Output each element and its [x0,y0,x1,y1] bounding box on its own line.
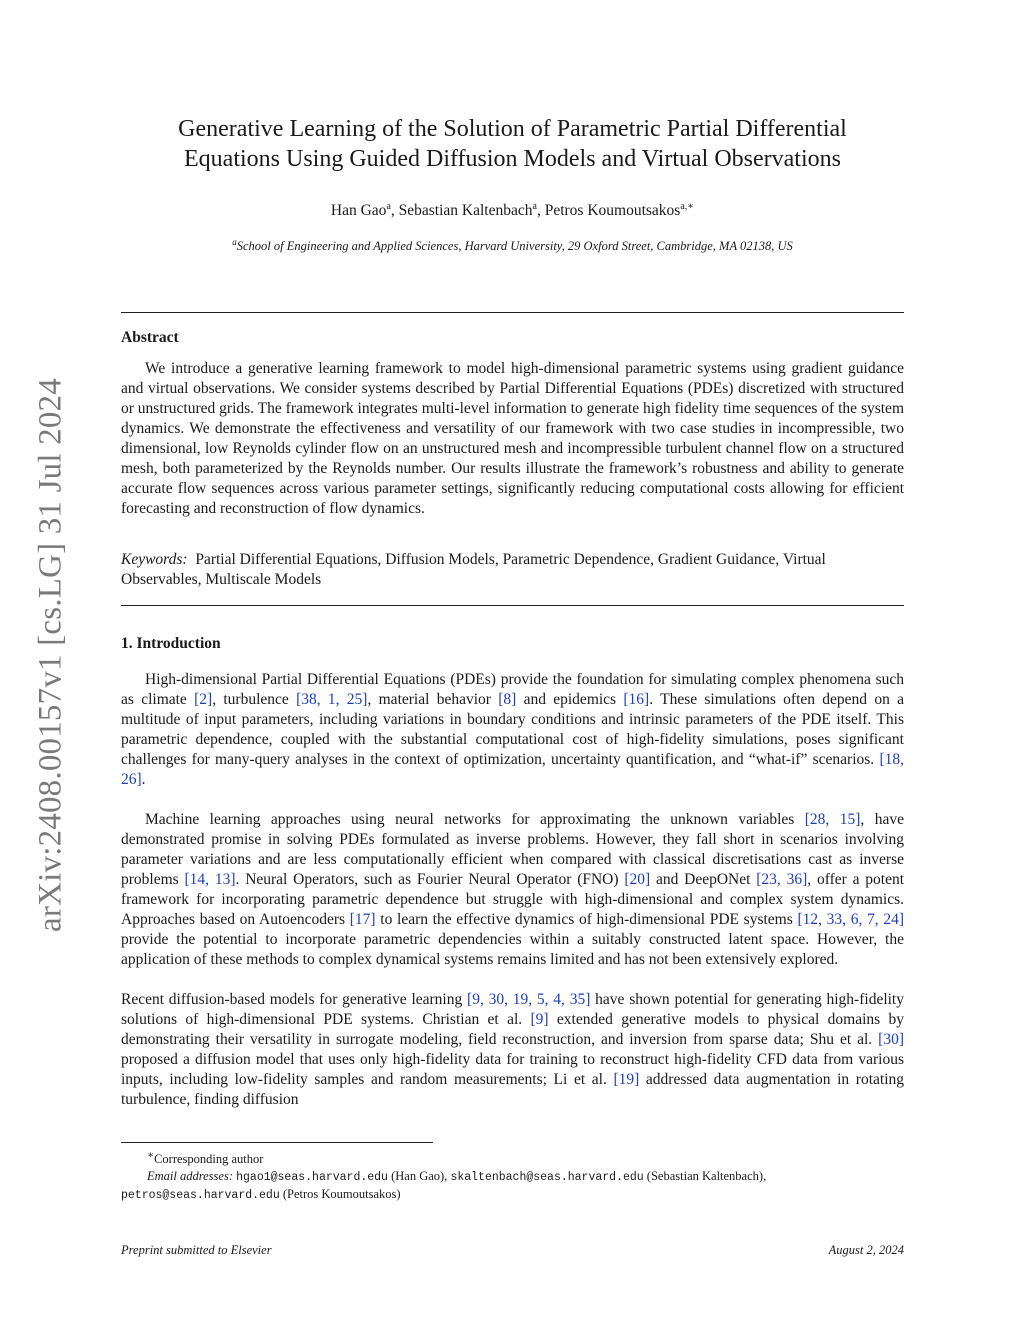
footnotes [121,1147,904,1204]
citation-link[interactable]: [19] [613,1071,640,1088]
keywords-text: Partial Differential Equations, Diffusion Models, Parametric Dependence, Gradient Guidance, Virtual Observables, Multiscale Models [121,551,826,588]
citation-link[interactable]: [30] [878,1031,904,1048]
keywords [121,550,904,590]
footer-submission: Preprint submitted to Elsevier [121,1243,272,1257]
intro-paragraph-1: High-dimensional Partial Differential Equations (PDEs) provide the foundation for simulating complex phenomena such as climate [2], turbulence [38, 1, 25], material behavior [8] and epidemics [16]. These simulations often depend on a multitude of input parameters, including variations in boundary conditions and intrinsic parameters of the PDE itself. This parametric dependence, coupled with the substantial computational cost of high-fidelity simulations, poses significant challenges for many-query analyses in the context of optimization, uncertainty quantification, and “what-if” scenarios. [18, 26]. [121,671,905,788]
author-affil-mark: a [532,201,537,212]
author-affil-mark: a,∗ [680,201,695,212]
email-owner: (Petros Koumoutsakos) [282,1187,401,1202]
citation-link[interactable]: [12, 33, 6, 7, 24] [797,911,904,928]
citation-link[interactable]: [38, 1, 25] [296,691,368,708]
title-line-2: Equations Using Guided Diffusion Models and Virtual Observations [184,146,841,172]
paper-title [121,114,904,174]
intro-paragraph-3: Recent diffusion-based models for generative learning [9, 30, 19, 5, 4, 35] have shown potential for generating high-fidelity solutions of high-dimensional PDE systems. Christian et al. [9] extended generative models to physical domains by demonstrating their versatility in surrogate modeling, field reconstruction, and inversion from sparse data; Shu et al. [30] proposed a diffusion model that uses only high-fidelity data for training to reconstruct high-fidelity CFD data from various inputs, including low-fidelity samples and random measurements; Li et al. [19] addressed data augmentation in rotating turbulence, finding diffusion [121,991,905,1108]
citation-link[interactable]: [9] [530,1011,549,1028]
corresponding-text: Corresponding author [154,1152,264,1167]
author-list: Han Gao$^a$, Sebastian Kaltenbach$^a$, Petros Koumoutsakos$^{a,∗}$ [330,201,695,220]
abstract-heading: Abstract [121,329,179,346]
arxiv-identifier: arXiv:2408.00157v1 [cs.LG] 31 Jul 2024 [32,377,69,932]
citation-link[interactable]: [17] [349,911,376,928]
email-owner: (Sebastian Kaltenbach), [646,1169,767,1184]
email-link[interactable]: skaltenbach@seas.harvard.edu [450,1171,644,1185]
author-name: Petros Koumoutsakos [544,202,681,220]
email-link[interactable]: hgao1@seas.harvard.edu [236,1171,388,1185]
affiliation-text: School of Engineering and Applied Sciences, Harvard University, 29 Oxford Street, Cambridge, MA 02138, US [236,239,793,254]
footer-date: August 2, 2024 [828,1243,904,1257]
email-addresses [121,1168,904,1186]
section-heading-introduction: 1. Introduction [121,635,221,652]
citation-link[interactable]: [14, 13] [184,871,236,888]
footnote-rule [121,1142,433,1143]
keywords-label: Keywords: [121,551,188,568]
email-addresses-cont [121,1186,904,1204]
corresponding-author-note [121,1147,904,1168]
email-link[interactable]: petros@seas.harvard.edu [121,1189,280,1203]
abstract-bottom-rule [121,605,904,606]
author-name: Han Gao [330,202,387,220]
title-line-1: Generative Learning of the Solution of Parametric Partial Differential [178,116,847,142]
abstract-text: We introduce a generative learning framework to model high-dimensional parametric systems using gradient guidance and virtual observations. We consider systems described by Partial Differential Equations (PDEs) discretized with structured or unstructured grids. The framework integrates multi-level information to generate high fidelity time sequences of the system dynamics. We demonstrate the effectiveness and versatility of our framework with two case studies in incompressible, two dimensional, low Reynolds cylinder flow on an unstructured mesh and incompressible turbulent channel flow on a structured mesh, both parameterized by the Reynolds number. Our results illustrate the framework’s robustness and ability to generate accurate flow sequences across various parameter settings, significantly reducing computational costs allowing for efficient forecasting and reconstruction of flow dynamics. [121,360,904,517]
author-affil-mark: a [386,201,391,212]
author-name: Sebastian Kaltenbach [398,202,533,220]
corresponding-mark: ∗ [147,1150,155,1161]
email-owner: (Han Gao), [391,1169,448,1184]
citation-link[interactable]: [28, 15] [804,811,861,828]
email-label: Email addresses: [147,1169,233,1184]
affiliation-mark: a [232,237,237,247]
citation-link[interactable]: [20] [624,871,651,888]
affiliation [121,237,904,254]
citation-link[interactable]: [9, 30, 19, 5, 4, 35] [467,991,591,1008]
abstract-top-rule [121,312,904,313]
citation-link[interactable]: [18, 26] [121,751,904,788]
citation-link[interactable]: [23, 36] [756,871,808,888]
arxiv-sidebar-stamp [28,362,74,947]
citation-link[interactable]: [16] [623,691,650,708]
intro-paragraph-2: Machine learning approaches using neural networks for approximating the unknown variables [28, 15], have demonstrated promise in solving PDEs formulated as inverse problems. However, they fall short in scenarios involving parameter variations and are less computationally efficient when compared with classical discretisations cast as inverse problems [14, 13]. Neural Operators, such as Fourier Neural Operator (FNO) [20] and DeepONet [23, 36], offer a potent framework for incorporating parametric dependence but struggle with high-dimensional and complex system dynamics. Approaches based on Autoencoders [17] to learn the effective dynamics of high-dimensional PDE systems [12, 33, 6, 7, 24] provide the potential to incorporate parametric dependencies within a suitably constructed latent space. However, the application of these methods to complex dynamical systems remains limited and has not been extensively explored. [121,811,905,968]
citation-link[interactable]: [2] [194,691,213,708]
citation-link[interactable]: [8] [498,691,517,708]
page-footer [121,1243,904,1258]
